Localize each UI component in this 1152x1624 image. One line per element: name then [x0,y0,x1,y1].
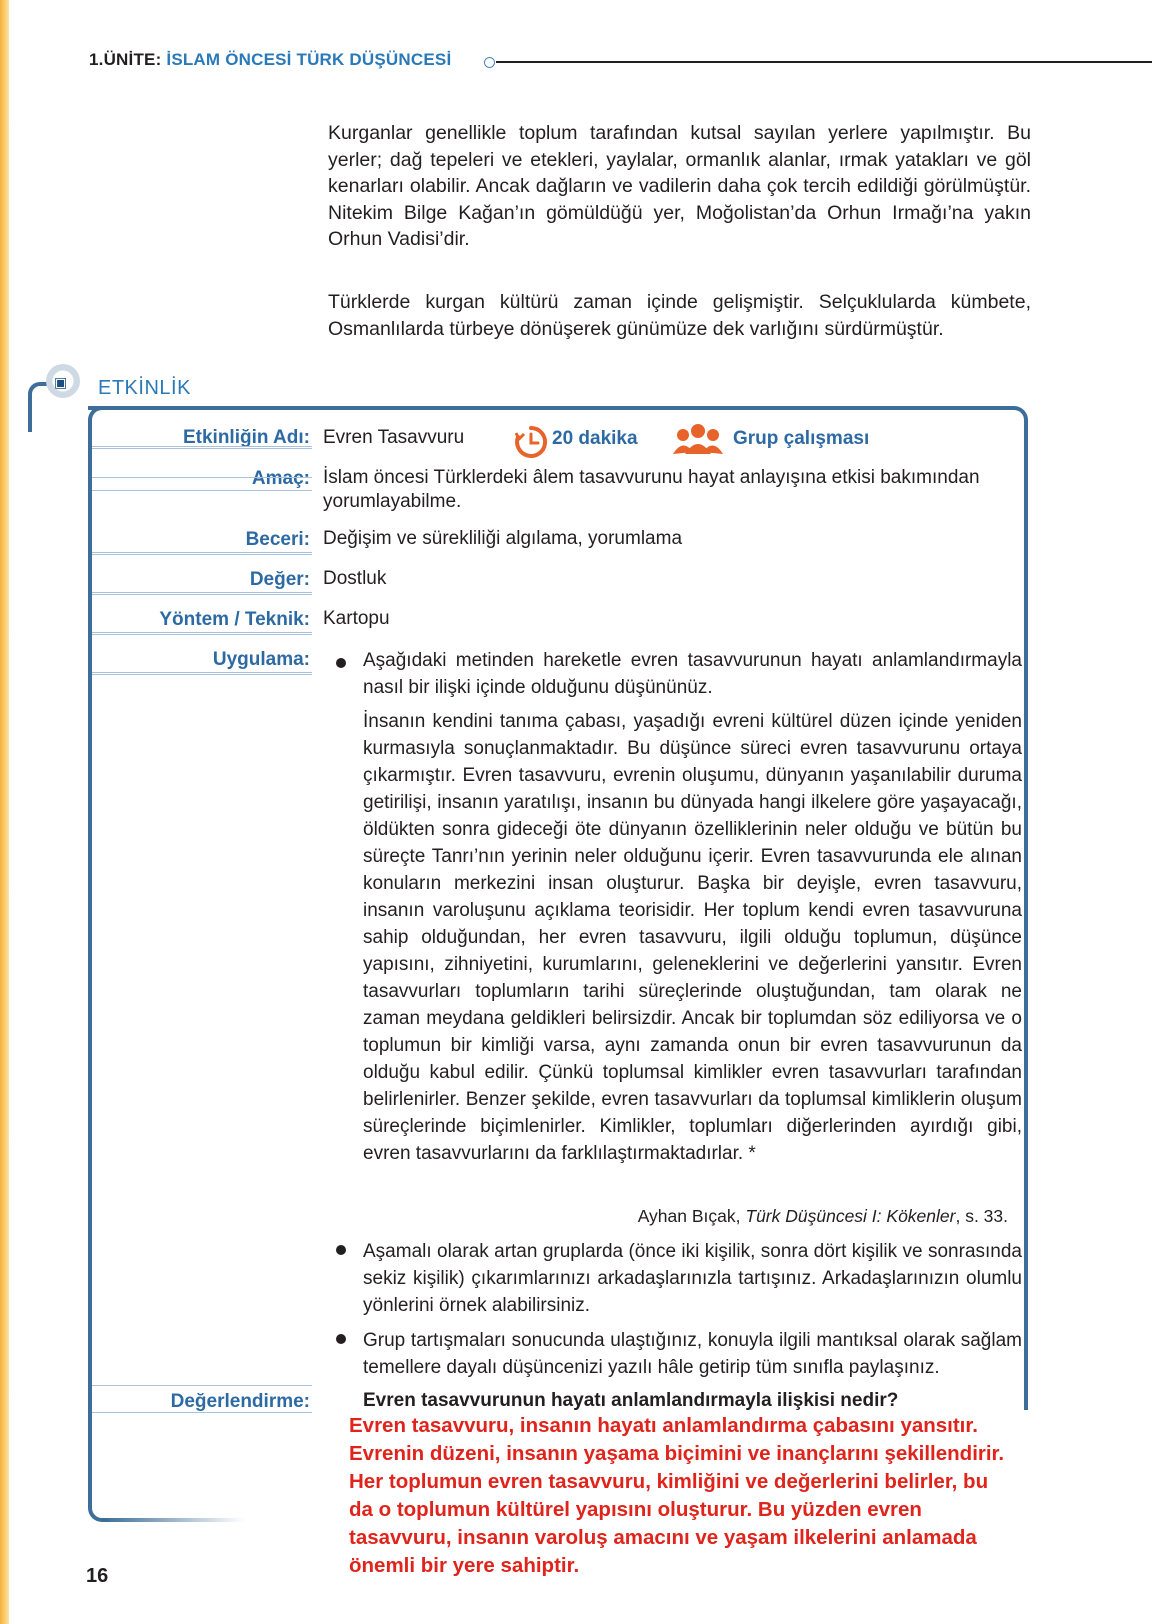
unit-header [89,50,451,70]
row-divider [92,1412,312,1413]
evaluation-label: Değerlendirme: [170,1391,310,1412]
activity-frame-right [1024,440,1028,1410]
row-divider [92,632,312,635]
skill-value: Değişim ve sürekliliği algılama, yorumlama [323,528,683,549]
bullet-dot [336,1334,346,1344]
citation-page: , s. 33. [955,1206,1008,1226]
citation-book: Türk Düşüncesi I: Kökenler [745,1206,956,1226]
activity-section-title: ETKİNLİK [98,377,191,399]
header-circle-ornament [484,57,495,68]
page-number: 16 [86,1565,109,1587]
row-divider [92,552,312,555]
answer-line: da o toplumun kültürel yapısını oluşturur. Bu yüzden evren [349,1498,922,1521]
answer-line: Evren tasavvuru, insanın hayatı anlamlandırma çabasını yansıtır. [349,1414,978,1437]
answer-line: Her toplumun evren tasavvuru, kimliğini ve değerlerini belirler, bu [349,1470,989,1493]
activity-name-label: Etkinliğin Adı: [182,427,310,448]
skill-label: Beceri: [245,529,310,550]
activity-name-value: Evren Tasavvuru [323,427,465,448]
application-bullet-2: Aşamalı olarak artan gruplarda (önce iki kişilik, sonra dört kişilik ve sonrasında sekiz kişilik) çıkarımlarınızı arkadaşlarınızla tartışınız. Arkadaşlarınızın olumlu yönlerini örnek alabilirsiniz. [363,1241,1022,1316]
unit-number: 1.ÜNİTE: [89,50,162,69]
answer-line: Evrenin düzeni, insanın yaşama biçimini ve inançlarını şekillendirir. [349,1442,1005,1465]
row-divider [92,672,312,675]
group-icon [673,422,723,456]
page-edge-stripe [0,0,9,1624]
duration-label: 20 dakika [552,428,638,449]
application-label: Uygulama: [212,649,310,670]
answer-line: önemli bir yere sahiptir. [349,1554,580,1577]
intro-paragraph-2: Türklerde kurgan kültürü zaman içinde gelişmiştir. Selçuklularda kümbete, Osmanlılarda türbeye dönüşerek günümüze dek varlığını sürdürmüştür. [328,291,1031,340]
application-bullet-3: Grup tartışmaları sonucunda ulaştığınız, konuyla ilgili mantıksal olarak sağlam temellere dayalı düşüncenizi yazılı hâle getirip tüm sınıfla paylaşınız. [363,1330,1022,1378]
handwritten-answer [349,1412,1049,1580]
citation-author: Ayhan Bıçak, [637,1206,741,1226]
method-label: Yöntem / Teknik: [159,609,310,630]
row-divider [92,477,312,478]
aim-label: Amaç: [251,468,310,489]
header-rule [496,61,1152,63]
bullet-dot [336,1245,346,1255]
unit-title: İSLAM ÖNCESİ TÜRK DÜŞÜNCESİ [166,50,452,69]
clock-icon [513,424,549,460]
activity-badge-icon: ▣ [46,364,80,398]
intro-paragraph-1: Kurganlar genellikle toplum tarafından kutsal sayılan yerlere yapılmıştır. Bu yerler; dağ tepeleri ve etekleri, yaylalar, ormanlık alanlar, ırmak yatakları ve göl kenarları olabilir. Ancak dağların ve vadilerin daha çok tercih edildiği görülmüştür. Nitekim Bilge Kağan’ın gömüldüğü yer, Moğolistan’da Orhun Irmağı’na yakın Orhun Vadisi’dir. [328,122,1031,250]
activity-frame-corner [28,382,50,432]
quote-citation [363,1206,1008,1227]
aim-value: İslam öncesi Türklerdeki âlem tasavvurunu hayat anlayışına etkisi bakımından yorumlayabilme. [323,467,980,512]
row-divider [92,490,312,491]
answer-line: tasavvuru, insanın varoluş amacını ve yaşam ilkelerini anlamada [349,1526,977,1549]
row-divider [92,1385,312,1386]
activity-frame-bottom [104,1518,244,1522]
application-bullet-1: Aşağıdaki metinden hareketle evren tasavvurunun hayatı anlamlandırmayla nasıl bir ilişki içinde olduğunu düşününüz. [363,650,1022,698]
value-label: Değer: [249,569,310,590]
evaluation-question: Evren tasavvurunun hayatı anlamlandırmayla ilişkisi nedir? [363,1390,899,1411]
bullet-dot [336,658,346,668]
work-type-label: Grup çalışması [733,428,870,449]
row-divider [92,592,312,595]
value-value: Dostluk [323,568,387,589]
quoted-passage: İnsanın kendini tanıma çabası, yaşadığı evreni kültürel düzen içinde yeniden kurmasıyla sonuçlanmaktadır. Bu düşünce süreci evren tasavvurunu ortaya çıkarmıştır. Evren tasavvuru, evrenin oluşumu, dünyanın yaşanılabilir duruma getirilişi, insanın yaratılışı, insanın bu dünyada hangi ilkelere göre yaşayacağı, öldükten sonra gideceği öte dünyanın özelliklerinin neler olduğu ve bütün bu süreçte Tanrı’nın yerinin neler olduğunu içerir. Evren tasavvurunda ele alınan konuların merkezini insan oluşturur. Başka bir deyişle, evren tasavvuru, insanın varoluşunu açıklama teorisidir. Her toplum kendi evren tasavvuruna sahip olduğundan, her evren tasavvuru, ilgili olduğu toplumun, düşünce yapısını, zihniyetini, kurumlarını, geleneklerini ve değerlerini yansıtır. Evren tasavvurları toplumların tarihi süreçlerinde oluştuğundan, tam olarak ne zaman meydana geldikleri belirsizdir. Ancak bir toplumdan söz ediliyorsa ve o toplumun bir kimliği varsa, aynı zamanda onun bir evren tasavvurunun da olduğu kabul edilir. Çünkü toplumsal kimlikler evren tasavvurları tarafından belirlenirler. Benzer şekilde, evren tasavvurları da toplumsal kimliklerin oluşum süreçlerinde biçimlenirler. Kimlikler, toplumları diğerlerinden ayırdığı gibi, evren tasavvurlarını da farklılaştırmaktadırlar. * [363,711,1022,1164]
row-divider [92,446,312,449]
method-value: Kartopu [323,608,390,629]
